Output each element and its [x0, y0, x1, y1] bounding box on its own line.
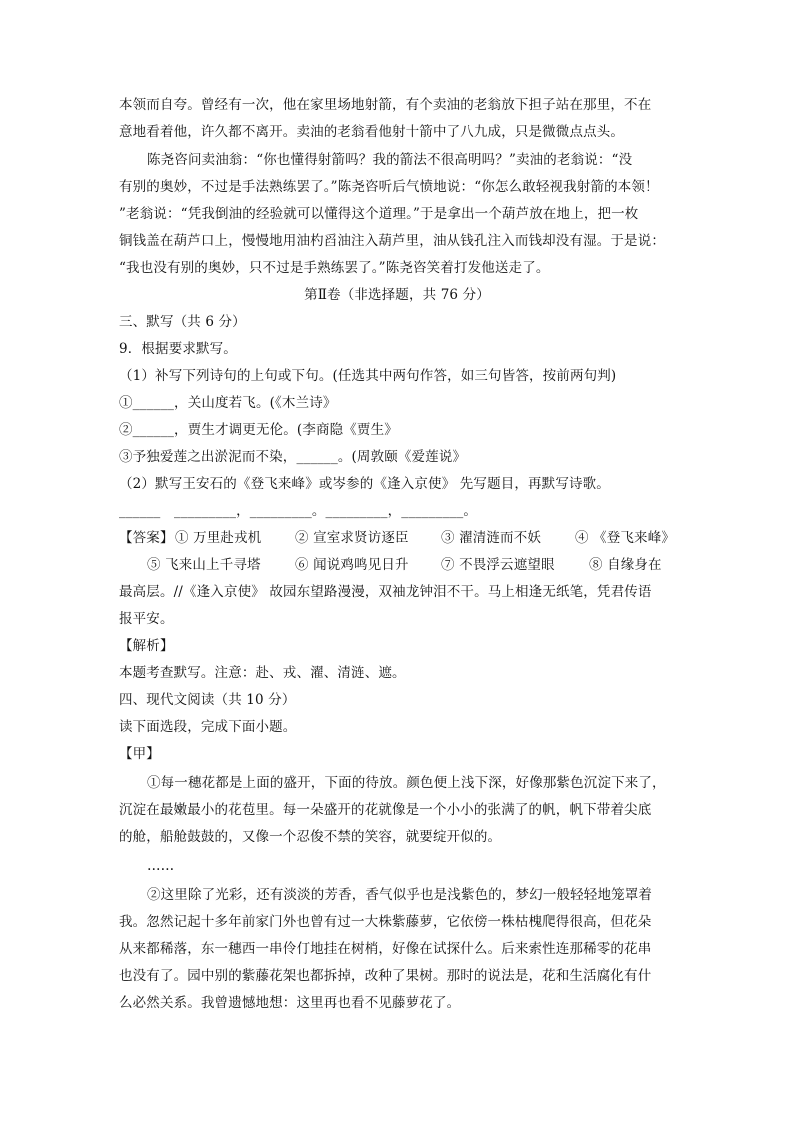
reading-line: 的舱，船舱鼓鼓的，又像一个忍俊不禁的笑容，就要绽开似的。	[119, 829, 502, 845]
passage-line: 本领而自夸。曾经有一次，他在家里场地射箭，有个卖油的老翁放下担子站在那里，不在	[119, 97, 652, 113]
fill-blank-item: ①______，关山度若飞。(《木兰诗》	[119, 395, 337, 411]
passage-line: 有别的奥妙，不过是手法熟练罢了。”陈尧咨听后气愤地说：“你怎么敢轻视我射箭的本领！	[119, 179, 659, 195]
answer-item: ① 万里赴戎机	[175, 530, 262, 546]
reading-line: 也没有了。园中别的紫藤花架也都拆掉，改种了果树。那时的说法是，花和生活腐化有什	[119, 968, 652, 984]
sub-question: （2）默写王安石的《登飞来峰》或岑参的《逢入京使》 先写题目，再默写诗歌。	[119, 476, 610, 492]
analysis-text: 本题考查默写。注意：赴、戎、濯、清涟、遮。	[119, 665, 406, 681]
answer-line: 报平安。	[119, 611, 174, 627]
passage-line: “我也没有别的奥妙，只不过是手熟练罢了。”陈尧咨笑着打发他送走了。	[119, 260, 550, 276]
section-heading: 三、默写（共 6 分）	[119, 314, 246, 330]
answer-row	[119, 528, 685, 548]
reading-line: 沉淀在最嫩最小的花苞里。每一朵盛开的花就像是一个小小的张满了的帆，帆下带着尖底	[119, 802, 652, 818]
answer-item: ④ 《登飞来峰》	[575, 530, 675, 546]
answer-blanks: ______ _________，_________。_________，_________。	[119, 503, 478, 519]
passage-line: 陈尧咨问卖油翁：“你也懂得射箭吗？我的箭法不很高明吗？”卖油的老翁说：“没	[147, 152, 633, 168]
sub-question: （1）补写下列诗句的上句或下句。(任选其中两句作答，如三句皆答，按前两句判)	[119, 368, 617, 384]
answer-item: ③ 濯清涟而不妖	[441, 530, 541, 546]
instruction: 读下面选段，完成下面小题。	[119, 719, 297, 735]
fill-blank-item: ③予独爱莲之出淤泥而不染，______。(周敦颐《爱莲说》	[119, 449, 467, 465]
question-stem: 9．根据要求默写。	[119, 341, 237, 357]
answer-line: 最高层。//《逢入京使》 故园东望路漫漫，双袖龙钟泪不干。马上相逢无纸笔，凭君传语	[119, 584, 652, 600]
fill-blank-item: ②______，贾生才调更无伦。(李商隐《贾生》	[119, 422, 398, 438]
part-label: 【甲】	[119, 746, 160, 762]
answer-item: ⑤ 飞来山上千寻塔	[147, 557, 261, 573]
answer-item: ⑦ 不畏浮云遮望眼	[441, 557, 555, 573]
reading-line: 我。忽然记起十多年前家门外也曾有过一大株紫藤萝，它依傍一株枯槐爬得很高，但花朵	[119, 914, 652, 930]
answer-item: ⑥ 闻说鸡鸣见日升	[295, 557, 409, 573]
reading-line: 么必然关系。我曾遗憾地想：这里再也看不见藤萝花了。	[119, 995, 461, 1011]
analysis-label: 【解析】	[119, 638, 174, 654]
answer-label: 【答案】	[119, 530, 174, 546]
section-heading: 四、现代文阅读（共 10 分）	[119, 692, 296, 708]
reading-line: 从来都稀落，东一穗西一串伶仃地挂在树梢，好像在试探什么。后来索性连那稀零的花串	[119, 941, 652, 957]
passage-line: ”老翁说：“凭我倒油的经验就可以懂得这个道理。”于是拿出一个葫芦放在地上，把一枚	[119, 206, 639, 222]
answer-item: ⑧ 自缘身在	[589, 557, 662, 573]
passage-line: 铜钱盖在葫芦口上，慢慢地用油杓舀油注入葫芦里，油从钱孔注入而钱却没有湿。于是说：	[119, 233, 665, 249]
reading-line: ①每一穗花都是上面的盛开，下面的待放。颜色便上浅下深，好像那紫色沉淀下来了，	[147, 775, 666, 791]
volume-title: 第Ⅱ卷（非选择题，共 76 分）	[304, 287, 490, 303]
reading-line: ②这里除了光彩，还有淡淡的芳香，香气似乎也是浅紫色的，梦幻一般轻轻地笼罩着	[147, 887, 653, 903]
ellipsis: ……	[147, 858, 175, 874]
passage-line: 意地看着他，许久都不离开。卖油的老翁看他射十箭中了八九成，只是微微点点头。	[119, 124, 625, 140]
answer-item: ② 宣室求贤访逐臣	[295, 530, 409, 546]
